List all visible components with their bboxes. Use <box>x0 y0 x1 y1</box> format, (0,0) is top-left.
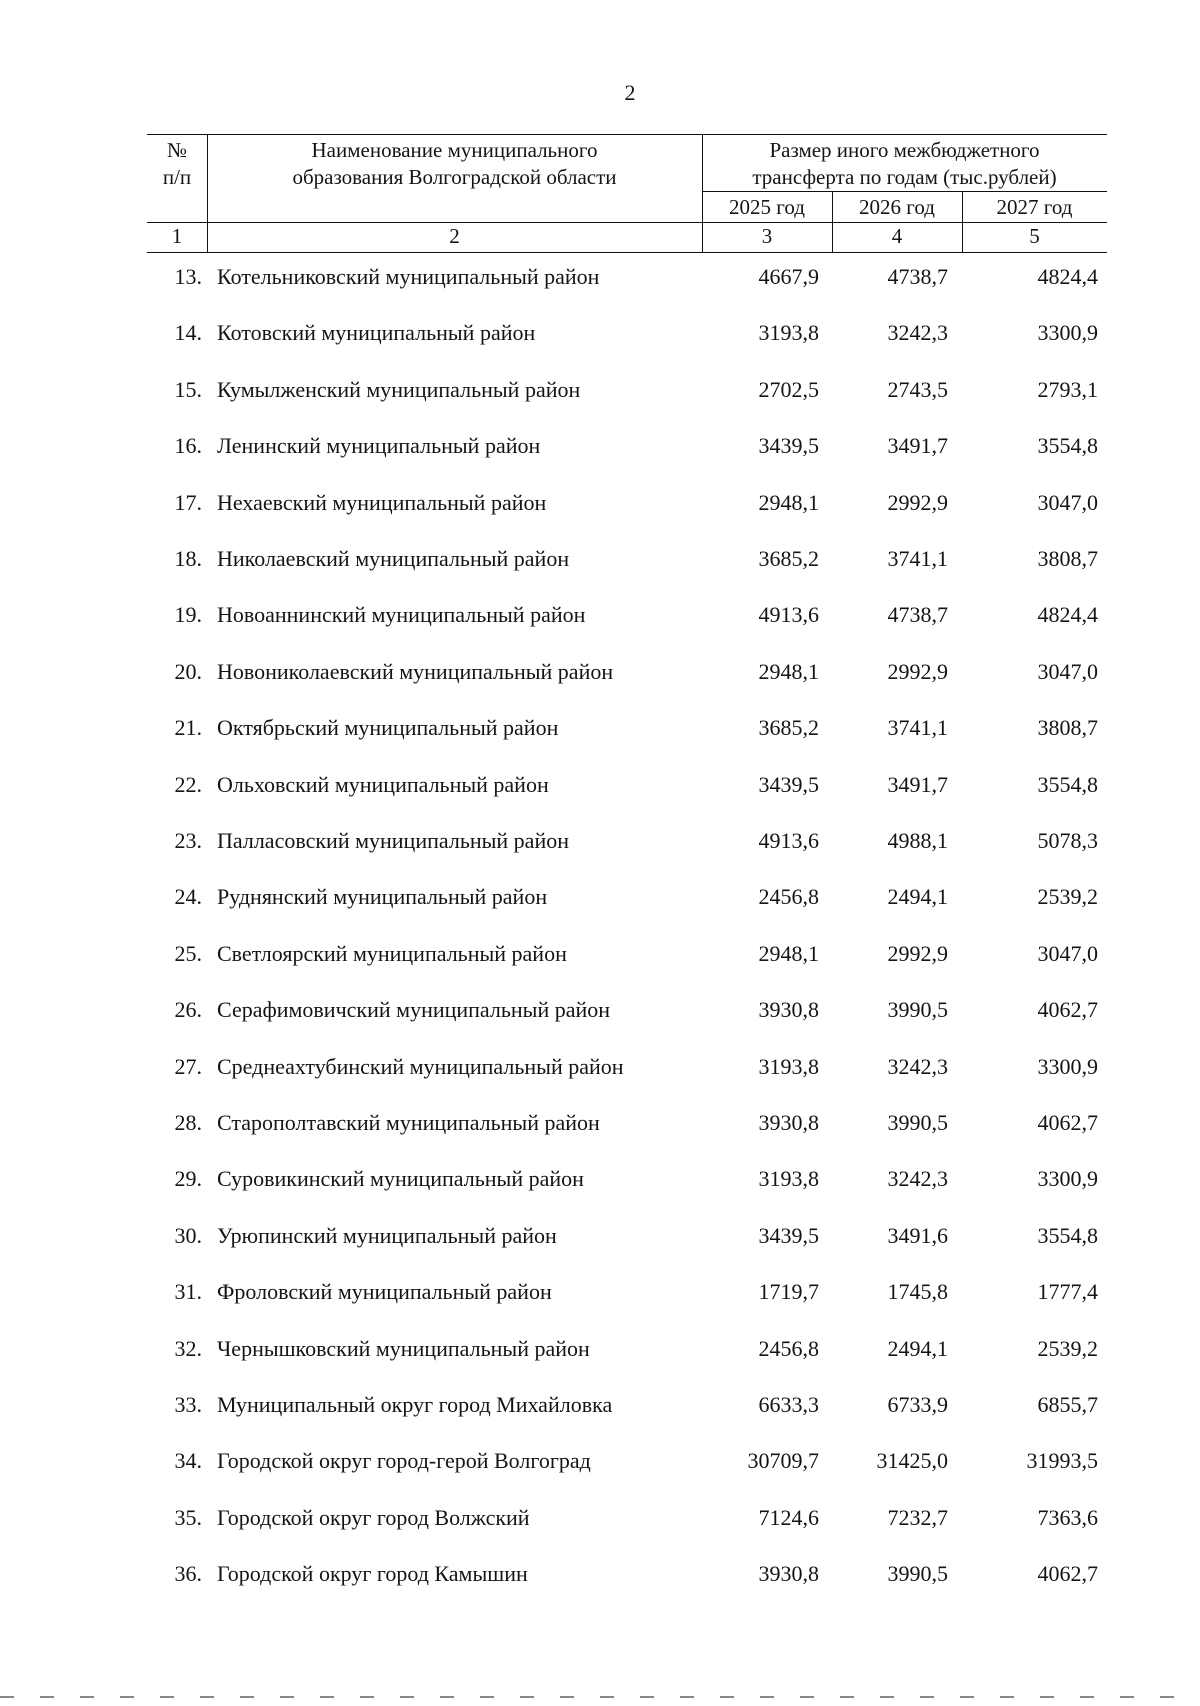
table-row <box>147 1159 1107 1199</box>
municipality-name: Чернышковский муниципальный район <box>217 1335 590 1361</box>
value-2025: 1719,7 <box>758 1279 819 1305</box>
table-row <box>147 877 1107 917</box>
value-2026: 6733,9 <box>887 1392 948 1417</box>
value-2027: 3554,8 <box>1037 1222 1098 1248</box>
table-row <box>147 1554 1107 1594</box>
table-row <box>147 1385 1107 1425</box>
table-row <box>147 1047 1107 1087</box>
table-row <box>147 483 1107 523</box>
row-number: 27. <box>174 1053 202 1079</box>
row-number: 23. <box>174 828 202 853</box>
value-2025: 3439,5 <box>758 771 819 797</box>
municipality-name: Старополтавский муниципальный район <box>217 1110 600 1135</box>
row-number: 32. <box>174 1335 202 1361</box>
value-2025: 4913,6 <box>758 828 819 853</box>
header-col-transfer: Размер иного межбюджетного трансферта по годам (тыс.рублей) <box>752 138 1057 189</box>
value-2026: 4738,7 <box>887 602 948 628</box>
value-2027: 4824,4 <box>1037 264 1098 289</box>
value-2025: 3685,2 <box>758 715 819 741</box>
value-2027: 4062,7 <box>1037 997 1098 1023</box>
table-row <box>147 1441 1107 1481</box>
row-number: 30. <box>174 1222 202 1248</box>
row-number: 28. <box>174 1110 202 1135</box>
row-number: 18. <box>174 546 202 571</box>
table-row <box>147 990 1107 1030</box>
value-2025: 3193,8 <box>758 320 819 346</box>
value-2026: 3990,5 <box>887 1110 948 1135</box>
row-number: 16. <box>174 433 202 459</box>
table-row <box>147 652 1107 692</box>
municipality-name: Кумылженский муниципальный район <box>217 376 581 402</box>
table-row <box>147 765 1107 805</box>
value-2027: 3554,8 <box>1037 433 1098 459</box>
municipality-name: Новониколаевский муниципальный район <box>217 658 614 684</box>
value-2026: 7232,7 <box>887 1504 948 1530</box>
value-2025: 3193,8 <box>758 1053 819 1079</box>
row-number: 15. <box>174 376 202 402</box>
row-number: 35. <box>174 1504 202 1530</box>
table-row <box>147 257 1107 297</box>
row-number: 19. <box>174 602 202 628</box>
value-2027: 31993,5 <box>1026 1448 1098 1474</box>
municipality-name: Палласовский муниципальный район <box>217 828 569 853</box>
column-number-2: 2 <box>449 224 460 248</box>
value-2025: 2948,1 <box>758 940 819 966</box>
value-2025: 2456,8 <box>758 1335 819 1361</box>
value-2025: 2948,1 <box>758 489 819 515</box>
table-row <box>147 539 1107 579</box>
value-2026: 2494,1 <box>887 884 948 910</box>
row-number: 13. <box>174 264 202 289</box>
table-row <box>147 1498 1107 1538</box>
value-2026: 3491,7 <box>887 771 948 797</box>
value-2027: 3300,9 <box>1037 1053 1098 1079</box>
value-2025: 30709,7 <box>747 1448 819 1474</box>
column-number-3: 3 <box>761 224 773 248</box>
value-2026: 4738,7 <box>887 264 948 289</box>
table-row <box>147 821 1107 861</box>
row-number: 22. <box>174 771 202 797</box>
scan-edge-artifact <box>0 1696 1200 1698</box>
row-number: 26. <box>174 997 202 1023</box>
value-2027: 2539,2 <box>1037 884 1098 910</box>
municipality-name: Руднянский муниципальный район <box>217 884 548 910</box>
page-number: 2 <box>624 80 636 105</box>
value-2027: 1777,4 <box>1037 1279 1098 1305</box>
value-2026: 1745,8 <box>887 1279 948 1305</box>
column-number-5: 5 <box>1029 224 1040 248</box>
row-number: 21. <box>174 715 202 741</box>
municipality-name: Николаевский муниципальный район <box>217 546 570 571</box>
column-number-4: 4 <box>891 224 903 248</box>
column-number-1: 1 <box>171 224 183 248</box>
table-row <box>147 934 1107 974</box>
header-year-2027: 2027 год <box>996 195 1073 219</box>
value-2026: 31425,0 <box>876 1448 948 1474</box>
municipality-name: Котовский муниципальный район <box>217 320 536 346</box>
value-2025: 3685,2 <box>758 546 819 571</box>
municipality-name: Городской округ город Волжский <box>217 1504 530 1530</box>
value-2027: 3047,0 <box>1037 658 1098 684</box>
value-2025: 4913,6 <box>758 602 819 628</box>
municipality-name: Городской округ город Камышин <box>217 1561 528 1587</box>
municipality-name: Нехаевский муниципальный район <box>217 489 547 515</box>
value-2025: 2948,1 <box>758 658 819 684</box>
header-col-number: № п/п <box>162 138 192 189</box>
municipality-name: Ольховский муниципальный район <box>217 771 549 797</box>
row-number: 17. <box>174 489 202 515</box>
value-2026: 3741,1 <box>887 546 948 571</box>
municipality-name: Среднеахтубинский муниципальный район <box>217 1053 624 1079</box>
value-2026: 2992,9 <box>887 940 948 966</box>
table-row <box>147 1272 1107 1312</box>
value-2027: 6855,7 <box>1037 1392 1098 1417</box>
table-row <box>147 370 1107 410</box>
table-row <box>147 1216 1107 1256</box>
value-2027: 3808,7 <box>1037 546 1098 571</box>
municipality-name: Серафимовичский муниципальный район <box>217 997 611 1023</box>
row-number: 14. <box>174 320 202 346</box>
municipality-name: Ленинский муниципальный район <box>217 433 541 459</box>
value-2027: 2539,2 <box>1037 1335 1098 1361</box>
row-number: 34. <box>174 1448 202 1474</box>
value-2026: 3491,7 <box>887 433 948 459</box>
row-number: 36. <box>174 1561 202 1587</box>
value-2025: 4667,9 <box>758 264 819 289</box>
row-number: 29. <box>174 1166 202 1192</box>
value-2027: 3300,9 <box>1037 1166 1098 1192</box>
row-number: 24. <box>174 884 202 910</box>
value-2026: 2494,1 <box>887 1335 948 1361</box>
header-years-rule <box>702 191 1107 192</box>
municipality-name: Фроловский муниципальный район <box>217 1279 552 1305</box>
value-2027: 3047,0 <box>1037 940 1098 966</box>
header-year-2025: 2025 год <box>729 195 805 219</box>
value-2026: 4988,1 <box>887 828 948 853</box>
value-2025: 3439,5 <box>758 1222 819 1248</box>
value-2025: 2702,5 <box>758 376 819 402</box>
value-2026: 3242,3 <box>887 320 948 346</box>
value-2026: 2992,9 <box>887 658 948 684</box>
table-row <box>147 1103 1107 1143</box>
municipality-name: Урюпинский муниципальный район <box>217 1222 557 1248</box>
value-2026: 3242,3 <box>887 1053 948 1079</box>
table-row <box>147 426 1107 466</box>
value-2025: 3439,5 <box>758 433 819 459</box>
value-2027: 3047,0 <box>1037 489 1098 515</box>
value-2026: 3990,5 <box>887 997 948 1023</box>
value-2027: 5078,3 <box>1037 828 1098 853</box>
municipality-name: Суровикинский муниципальный район <box>217 1166 584 1192</box>
header-col-name: Наименование муниципального образования Волгоградской области <box>292 138 617 189</box>
table-row <box>147 313 1107 353</box>
header-top-rule <box>147 134 1107 135</box>
value-2027: 3300,9 <box>1037 320 1098 346</box>
table-row <box>147 1329 1107 1369</box>
municipality-name: Октябрьский муниципальный район <box>217 715 559 741</box>
municipality-name: Муниципальный округ город Михайловка <box>217 1392 613 1417</box>
municipality-name: Светлоярский муниципальный район <box>217 940 567 966</box>
value-2026: 3990,5 <box>887 1561 948 1587</box>
value-2027: 7363,6 <box>1037 1504 1098 1530</box>
value-2026: 3491,6 <box>887 1222 948 1248</box>
value-2025: 7124,6 <box>758 1504 819 1530</box>
value-2025: 2456,8 <box>758 884 819 910</box>
value-2025: 3193,8 <box>758 1166 819 1192</box>
municipality-name: Новоаннинский муниципальный район <box>217 602 586 628</box>
value-2026: 2992,9 <box>887 489 948 515</box>
municipality-name: Котельниковский муниципальный район <box>217 264 600 289</box>
value-2027: 3808,7 <box>1037 715 1098 741</box>
row-number: 20. <box>174 658 202 684</box>
value-2026: 3741,1 <box>887 715 948 741</box>
value-2026: 2743,5 <box>887 376 948 402</box>
value-2027: 3554,8 <box>1037 771 1098 797</box>
header-bottom-rule <box>147 252 1107 253</box>
row-number: 25. <box>174 940 202 966</box>
value-2027: 2793,1 <box>1037 376 1098 402</box>
value-2026: 3242,3 <box>887 1166 948 1192</box>
table-header <box>147 134 1107 254</box>
value-2027: 4824,4 <box>1037 602 1098 628</box>
value-2025: 3930,8 <box>758 1561 819 1587</box>
row-number: 31. <box>174 1279 202 1305</box>
municipality-name: Городской округ город-герой Волгоград <box>217 1448 591 1474</box>
value-2027: 4062,7 <box>1037 1561 1098 1587</box>
value-2025: 6633,3 <box>758 1392 819 1417</box>
value-2025: 3930,8 <box>758 1110 819 1135</box>
row-number: 33. <box>174 1392 202 1417</box>
header-year-2026: 2026 год <box>859 195 935 219</box>
table-row <box>147 708 1107 748</box>
table-row <box>147 595 1107 635</box>
value-2025: 3930,8 <box>758 997 819 1023</box>
value-2027: 4062,7 <box>1037 1110 1098 1135</box>
